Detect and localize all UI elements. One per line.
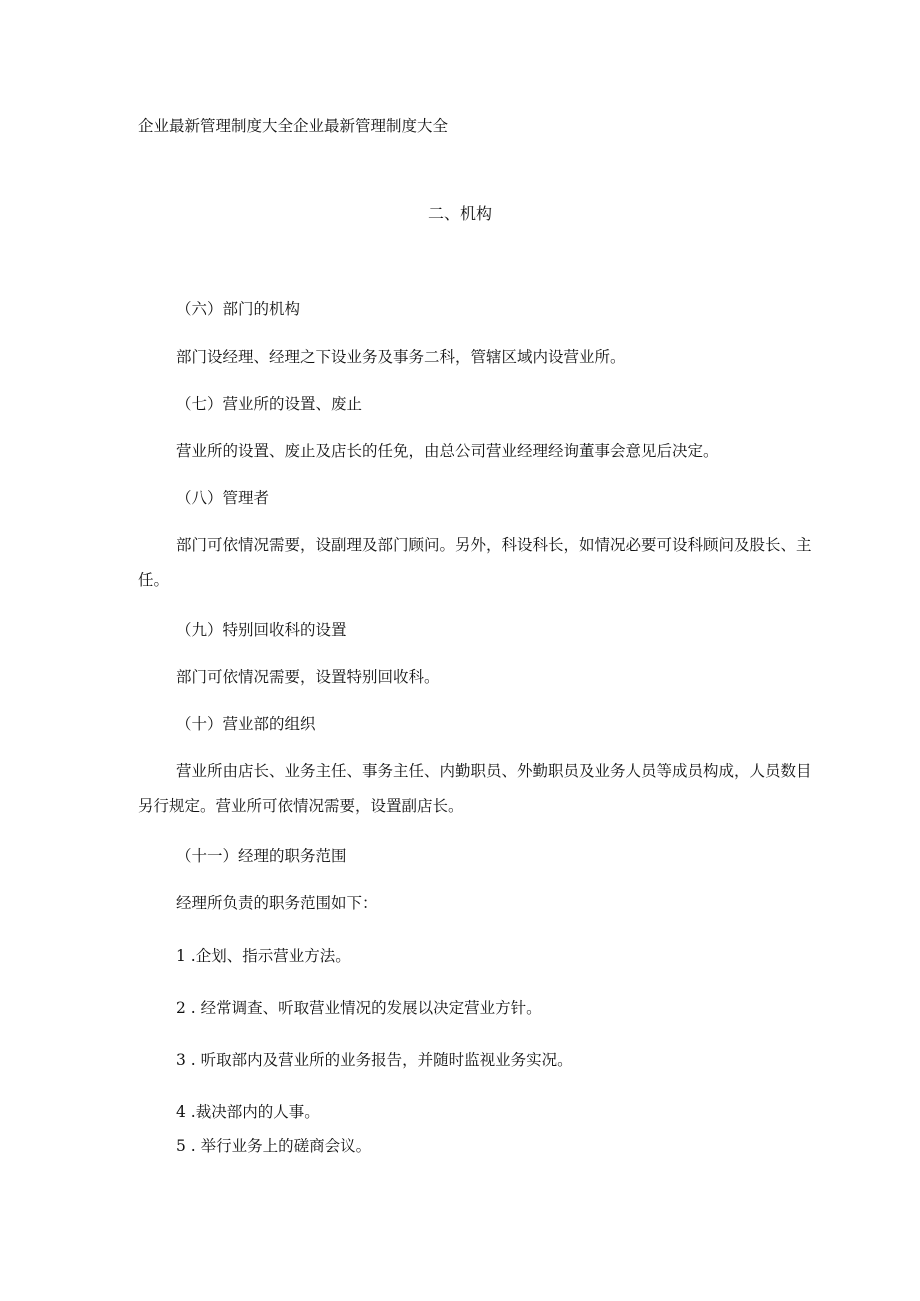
clause-heading-8: （八）管理者	[176, 489, 270, 507]
clause-text-11: 经理所负责的职务范围如下：	[176, 894, 378, 912]
list-item: 2 . 经常调查、听取营业情况的发展以决定营业方针。	[176, 999, 542, 1017]
running-header: 企业最新管理制度大全企业最新管理制度大全	[138, 117, 449, 135]
clause-text-10: 营业所由店长、业务主任、事务主任、内勤职员、外勤职员及业务人员等成员构成，人员数目另行规定。营业所可依情况需要，设置副店长。	[138, 762, 812, 815]
list-item: 1 .企划、指示营业方法。	[176, 947, 351, 965]
clause-text-6: 部门设经理、经理之下设业务及事务二科，管辖区域内设营业所。	[176, 348, 626, 366]
list-item: 4 .裁决部内的人事。	[176, 1103, 320, 1121]
clause-heading-9: （九）特别回收科的设置	[176, 621, 347, 639]
clause-heading-10: （十）营业部的组织	[176, 715, 316, 733]
clause-heading-11: （十一）经理的职务范围	[176, 847, 347, 865]
section-title: 二、机构	[427, 204, 492, 223]
list-item: 3 . 听取部内及营业所的业务报告，并随时监视业务实况。	[176, 1051, 573, 1069]
clause-heading-7: （七）营业所的设置、废止	[176, 395, 363, 413]
clause-text-8: 部门可依情况需要，设副理及部门顾问。另外，科设科长，如情况必要可设科顾问及股长、主任。	[138, 536, 812, 589]
clause-heading-6: （六）部门的机构	[176, 300, 301, 318]
list-item: 5 . 举行业务上的磋商会议。	[176, 1137, 372, 1155]
clause-text-9: 部门可依情况需要，设置特别回收科。	[176, 668, 440, 686]
clause-text-7: 营业所的设置、废止及店长的任免，由总公司营业经理经询董事会意见后决定。	[176, 442, 719, 460]
